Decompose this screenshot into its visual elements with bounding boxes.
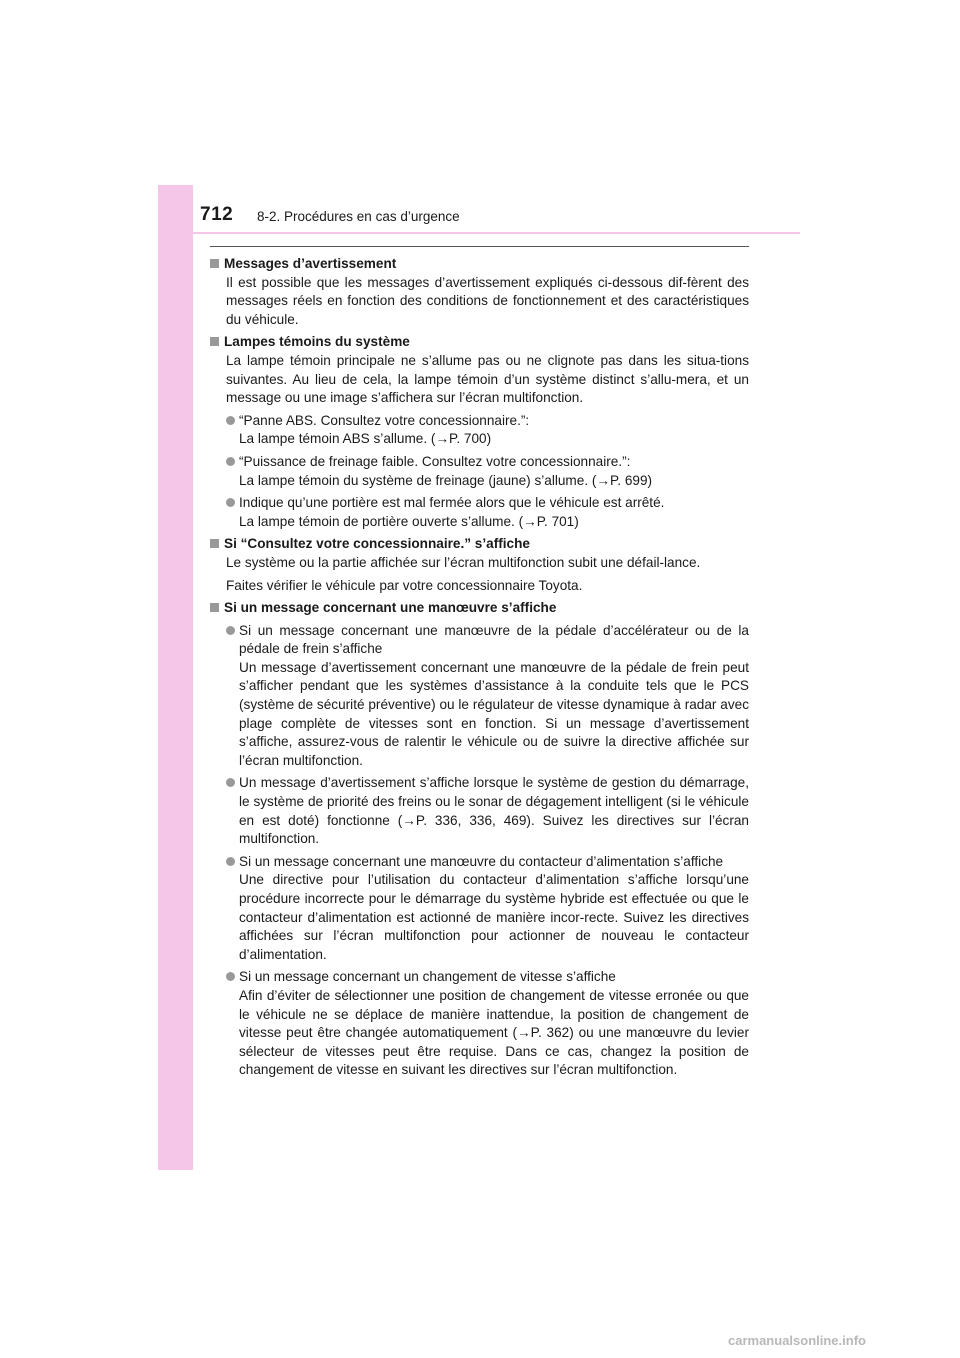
list-item: Si un message concernant une manœuvre de la pédale d’accélérateur ou de la pédale de frein s’affiche Un message d’avertissement concernant une manœuvre de la pédale de frein peut s’afficher pendant que les systèmes d’assistance à la conduite tels que le PCS (système de sécurité préventive) ou le régulateur de vitesse dynamique à radar avec plage complète de vitesses sont en fonction. Si un message d’avertissement s’affiche, assurez-vous de ralentir le véhicule ou de suivre la directive affichée sur l’écran multifonction. xyxy=(226,622,749,771)
square-bullet-icon xyxy=(210,603,219,612)
paragraph: Il est possible que les messages d’avertissement expliqués ci-dessous dif-fèrent des messages réels en fonction des conditions de fonctionnement et des caractéristiques du véhicule. xyxy=(226,274,749,327)
paragraph: Faites vérifier le véhicule par votre concessionnaire Toyota. xyxy=(226,577,583,593)
section-heading: Si “Consultez votre concessionnaire.” s’affiche xyxy=(210,535,749,554)
section-heading: Lampes témoins du système xyxy=(210,333,749,352)
round-bullet-icon xyxy=(226,778,235,787)
round-bullet-icon xyxy=(226,416,235,425)
page-number: 712 xyxy=(200,204,234,225)
watermark: carmanualsonline.info xyxy=(728,1333,866,1348)
list-item: Indique qu’une portière est mal fermée alors que le véhicule est arrêté. La lampe témoin de portière ouverte s’allume. (→P. 701) xyxy=(226,494,749,531)
list-item: “Puissance de freinage faible. Consultez votre concessionnaire.”: La lampe témoin du système de freinage (jaune) s’allume. (→P. 699) xyxy=(226,453,749,490)
square-bullet-icon xyxy=(210,539,219,548)
paragraph: Le système ou la partie affichée sur l’écran multifonction subit une défail-lance. xyxy=(226,554,701,570)
header-color-bar xyxy=(158,232,800,234)
list-item: Un message d’avertissement s’affiche lorsque le système de gestion du démarrage, le système de priorité des freins ou le sonar de dégagement intelligent (si le véhicule en est doté) fonctionne (→P. 336, 336, 469). Suivez les directives sur l’écran multifonction. xyxy=(226,774,749,848)
round-bullet-icon xyxy=(226,857,235,866)
round-bullet-icon xyxy=(226,972,235,981)
list-item: “Panne ABS. Consultez votre concessionnaire.”: La lampe témoin ABS s’allume. (→P. 700) xyxy=(226,412,749,449)
round-bullet-icon xyxy=(226,626,235,635)
side-color-strip xyxy=(158,185,193,1170)
page-content xyxy=(210,255,749,1080)
round-bullet-icon xyxy=(226,498,235,507)
round-bullet-icon xyxy=(226,457,235,466)
square-bullet-icon xyxy=(210,337,219,346)
section-divider xyxy=(210,246,749,247)
chapter-title: 8-2. Procédures en cas d’urgence xyxy=(257,209,460,224)
square-bullet-icon xyxy=(210,259,219,268)
section-heading: Si un message concernant une manœuvre s’affiche xyxy=(210,599,749,618)
section-heading: Messages d’avertissement xyxy=(210,255,749,274)
list-item: Si un message concernant un changement de vitesse s’affiche Afin d’éviter de sélectionner une position de changement de vitesse erronée ou que le véhicule ne se déplace de manière inattendue, la position de changement de vitesse peut être changée automatiquement (→P. 362) ou une manœuvre du levier sélecteur de vitesses peut être requise. Dans ce cas, changez la position de changement de vitesse en suivant les directives sur l’écran multifonction. xyxy=(226,968,749,1080)
paragraph: La lampe témoin principale ne s’allume pas ou ne clignote pas dans les situa-tions suivantes. Au lieu de cela, la lampe témoin d’un système distinct s’allu-mera, et un message ou une image s’affichera sur l’écran multifonction. xyxy=(226,352,749,406)
list-item: Si un message concernant une manœuvre du contacteur d’alimentation s’affiche Une directive pour l’utilisation du contacteur d’alimentation s’affiche lorsqu’une procédure incorrecte pour le démarrage du système hybride est effectuée ou que le contacteur d’alimentation est actionné de manière incor-recte. Suivez les directives affichées sur l’écran multifonction pour actionner de nouveau le contacteur d’alimentation. xyxy=(226,853,749,965)
